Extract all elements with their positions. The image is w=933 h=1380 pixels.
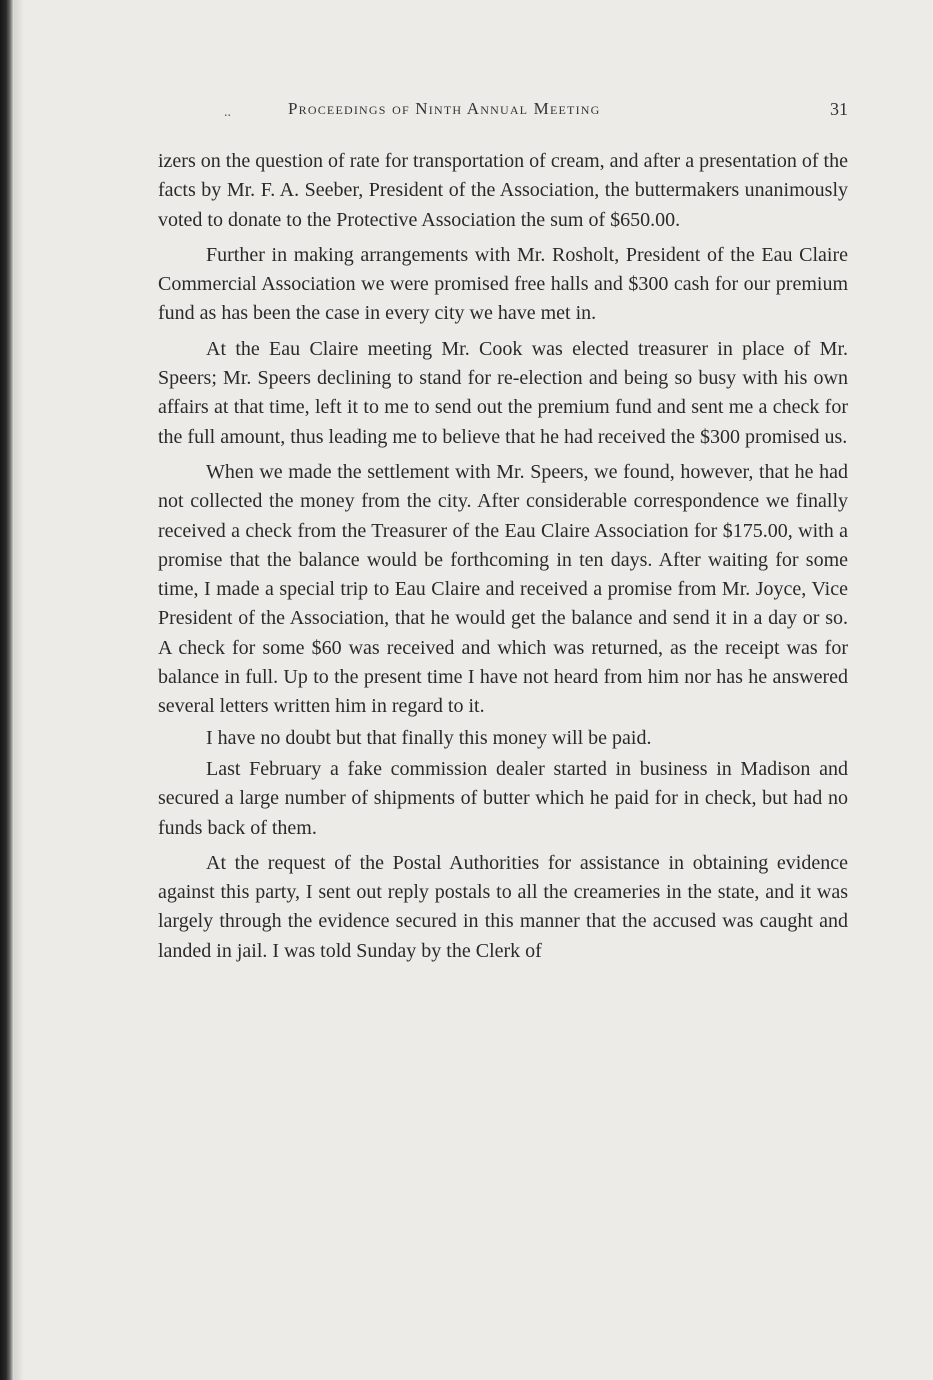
paragraph-6: Last February a fake commission dealer started in business in Madison and secured a large number of shipments of butter which he paid for in check, but had no funds back of them. — [158, 757, 848, 839]
running-head — [158, 97, 848, 123]
binding-edge — [0, 0, 14, 1380]
paragraph-5: I have no doubt but that finally this money will be paid. — [206, 726, 652, 749]
paragraph-7: At the request of the Postal Authorities for assistance in obtaining evidence against this party, I sent out reply postals to all the creameries in the state, and it was largely through the evidence secured in this manner that the accused was caught and landed in jail. I was told Sunday by the Clerk of — [158, 851, 848, 962]
header-mark: .. — [224, 105, 231, 120]
paragraph-2: Further in making arrangements with Mr. Rosholt, President of the Eau Claire Commercial Association we were promised free halls and $300 cash for our premium fund as has been the case in every city we have met in. — [158, 243, 848, 325]
paragraph-1: izers on the question of rate for transportation of cream, and after a presentation of the facts by Mr. F. A. Seeber, President of the Association, the buttermakers unanimously voted to donate to the Protective Association the sum of $650.00. — [158, 150, 848, 231]
body-text — [158, 147, 848, 966]
binding-shadow — [14, 0, 24, 1380]
page-number: 31 — [830, 99, 848, 119]
running-head-title: Proceedings of Ninth Annual Meeting — [288, 99, 601, 118]
paragraph-4: When we made the settlement with Mr. Speers, we found, however, that he had not collected the money from the city. After considerable correspondence we finally received a check from the Treasurer of the Eau Claire Association for $175.00, with a promise that the balance would be forthcoming in ten days. After waiting for some time, I made a special trip to Eau Claire and received a promise from Mr. Joyce, Vice President of the Association, that he would get the balance and send it in a day or so. A check for some $60 was received and which was returned, as the receipt was for balance in full. Up to the present time I have not heard from him nor has he answered several letters written him in regard to it. — [158, 460, 848, 718]
paragraph-3: At the Eau Claire meeting Mr. Cook was elected treasurer in place of Mr. Speers; Mr. Speers declining to stand for re-election and being so busy with his own affairs at that time, left it to me to send out the premium fund and sent me a check for the full amount, thus leading me to believe that he had received the $300 promised us. — [158, 337, 848, 448]
